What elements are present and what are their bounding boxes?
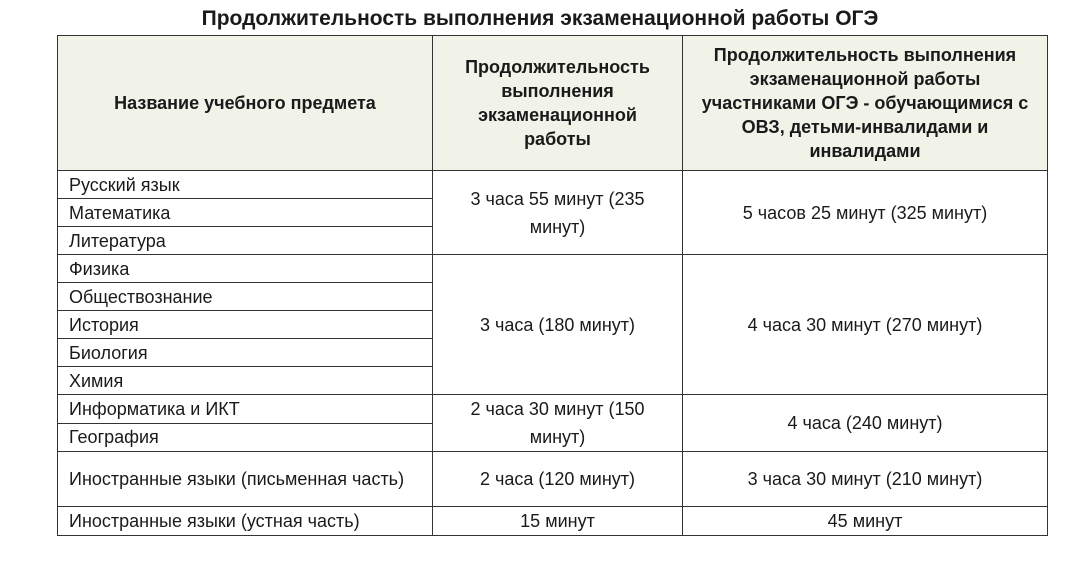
subject-cell: Физика	[58, 255, 433, 283]
table-row	[58, 452, 1048, 507]
subject-cell: Химия	[58, 367, 433, 395]
subject-cell: Литература	[58, 227, 433, 255]
subject-cell: Иностранные языки (устная часть)	[58, 507, 433, 536]
header-subject: Название учебного предмета	[58, 36, 433, 171]
page-title: Продолжительность выполнения экзаменационной работы ОГЭ	[201, 7, 879, 30]
subject-cell: Русский язык	[58, 171, 433, 199]
header-duration-ovz: Продолжительность выполнения экзаменационной работы участниками ОГЭ - обучающимися с ОВЗ, детьми-инвалидами и инвалидами	[683, 36, 1048, 171]
duration-cell: 2 часа (120 минут)	[433, 452, 683, 507]
subject-cell: Иностранные языки (письменная часть)	[58, 452, 433, 507]
duration-cell: 3 часа 55 минут (235 минут)	[433, 171, 683, 255]
subject-cell: Биология	[58, 339, 433, 367]
duration-cell: 15 минут	[433, 507, 683, 536]
duration-cell: 3 часа (180 минут)	[433, 255, 683, 395]
duration-cell: 2 часа 30 минут (150 минут)	[433, 395, 683, 452]
header-row	[58, 36, 1048, 171]
duration-ovz-cell: 5 часов 25 минут (325 минут)	[683, 171, 1048, 255]
table-row	[58, 395, 1048, 424]
subject-cell: Обществознание	[58, 283, 433, 311]
table-row	[58, 255, 1048, 283]
subject-cell: Информатика и ИКТ	[58, 395, 433, 424]
subject-cell: История	[58, 311, 433, 339]
header-duration: Продолжительность выполнения экзаменационной работы	[433, 36, 683, 171]
table-row	[58, 171, 1048, 199]
subject-cell: Математика	[58, 199, 433, 227]
subject-cell: География	[58, 423, 433, 452]
table-row	[58, 507, 1048, 536]
duration-ovz-cell: 4 часа (240 минут)	[683, 395, 1048, 452]
duration-ovz-cell: 4 часа 30 минут (270 минут)	[683, 255, 1048, 395]
duration-ovz-cell: 3 часа 30 минут (210 минут)	[683, 452, 1048, 507]
exam-duration-table	[57, 35, 1048, 536]
duration-ovz-cell: 45 минут	[683, 507, 1048, 536]
